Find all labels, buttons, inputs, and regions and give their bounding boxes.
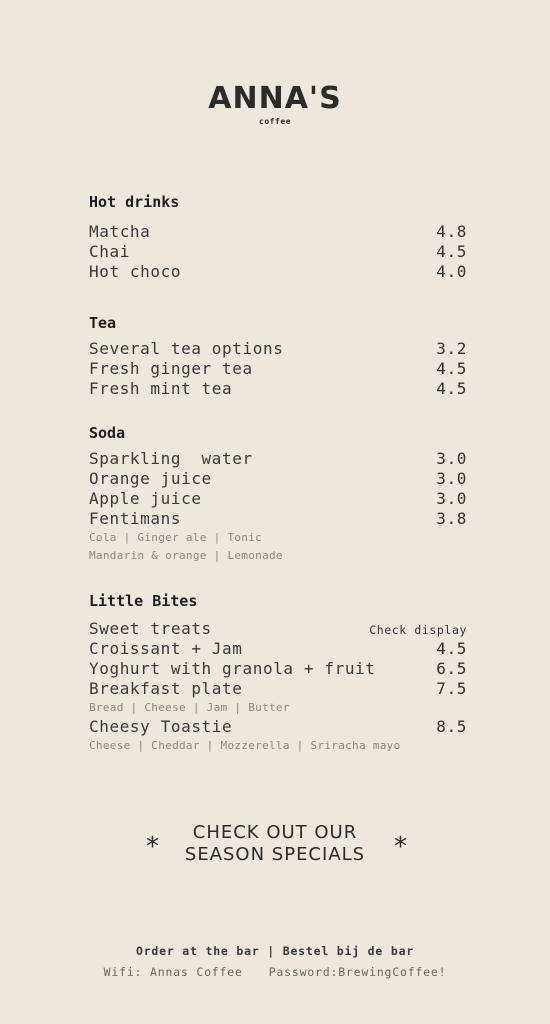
menu-item	[89, 679, 467, 699]
item-price: 4.8	[436, 222, 467, 241]
item-name: Fentimans	[89, 509, 182, 528]
menu-item	[89, 339, 467, 359]
menu-item	[89, 379, 467, 399]
item-price: 8.5	[436, 717, 467, 736]
item-price: 3.0	[436, 489, 467, 508]
menu-item	[89, 449, 467, 469]
logo	[0, 82, 550, 126]
item-price: Check display	[369, 623, 467, 637]
item-note: Mandarin & orange | Lemonade	[89, 549, 283, 562]
item-note: Cheese | Cheddar | Mozzerella | Sriracha mayo	[89, 739, 401, 752]
menu-item	[89, 509, 467, 529]
asterisk-icon: *	[146, 832, 159, 862]
item-name: Fresh ginger tea	[89, 359, 253, 378]
item-name: Sparkling water	[89, 449, 253, 468]
section-tea	[89, 313, 467, 399]
item-price: 3.0	[436, 469, 467, 488]
item-price: 6.5	[436, 659, 467, 678]
wifi-info	[0, 965, 550, 979]
section-title: Hot drinks	[89, 193, 180, 211]
section-hot-drinks	[89, 192, 467, 282]
specials-line-1: CHECK OUT OUR	[192, 822, 358, 843]
menu-item	[89, 359, 467, 379]
specials-line-2: SEASON SPECIALS	[184, 844, 366, 865]
item-name: Apple juice	[89, 489, 202, 508]
season-specials-banner	[0, 822, 550, 866]
item-name: Croissant + Jam	[89, 639, 243, 658]
item-price: 4.5	[436, 639, 467, 658]
wifi-name: Wifi: Annas Coffee	[103, 965, 243, 979]
item-price: 4.0	[436, 262, 467, 281]
menu-item	[89, 262, 467, 282]
item-note: Cola | Ginger ale | Tonic	[89, 531, 263, 544]
item-name: Breakfast plate	[89, 679, 243, 698]
menu-item	[89, 489, 467, 509]
item-name: Yoghurt with granola + fruit	[89, 659, 376, 678]
menu-item	[89, 222, 467, 242]
item-name: Orange juice	[89, 469, 212, 488]
item-price: 3.8	[436, 509, 467, 528]
menu-item	[89, 242, 467, 262]
item-price: 7.5	[436, 679, 467, 698]
item-price: 4.5	[436, 379, 467, 398]
brand-subtitle: coffee	[259, 117, 291, 126]
item-price: 3.0	[436, 449, 467, 468]
item-name: Cheesy Toastie	[89, 717, 233, 736]
item-name: Sweet treats	[89, 619, 212, 638]
item-price: 4.5	[436, 242, 467, 261]
asterisk-icon: *	[394, 832, 407, 862]
item-name: Hot choco	[89, 262, 182, 281]
item-note: Bread | Cheese | Jam | Butter	[89, 701, 290, 714]
item-price: 4.5	[436, 359, 467, 378]
section-title: Little Bites	[89, 592, 198, 610]
item-price: 3.2	[436, 339, 467, 358]
menu-item	[89, 659, 467, 679]
item-name: Chai	[89, 242, 130, 261]
section-little-bites	[89, 591, 467, 755]
item-name: Fresh mint tea	[89, 379, 233, 398]
section-title: Tea	[89, 314, 117, 332]
item-name: Several tea options	[89, 339, 284, 358]
menu-item	[89, 717, 467, 737]
order-info: Order at the bar | Bestel bij de bar	[135, 944, 415, 958]
brand-name: ANNA'S	[208, 81, 342, 116]
section-soda	[89, 423, 467, 565]
section-title: Soda	[89, 424, 126, 442]
menu-item	[89, 469, 467, 489]
item-name: Matcha	[89, 222, 151, 241]
menu-item	[89, 639, 467, 659]
wifi-password: Password:BrewingCoffee!	[268, 965, 447, 979]
menu-item	[89, 619, 467, 639]
specials-text	[185, 822, 365, 866]
